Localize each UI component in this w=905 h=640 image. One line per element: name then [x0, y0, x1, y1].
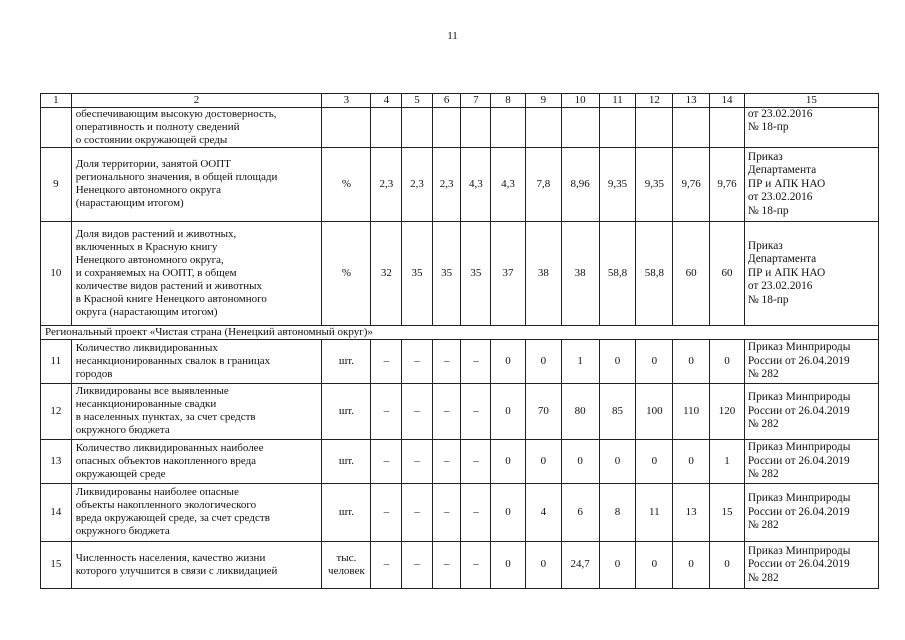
value-cell: – — [461, 483, 491, 541]
basis-document-line: № 282 — [747, 468, 779, 481]
indicator-name-line: опасных объектов накопленного вреда — [75, 454, 257, 467]
value-cell: 8 — [599, 483, 636, 541]
basis-document-line: от 23.02.2016 — [747, 108, 813, 120]
value-cell: – — [371, 439, 402, 483]
indicator-name — [71, 383, 322, 439]
value-cell — [561, 108, 599, 148]
indicator-name-line: оперативность и полноту сведений — [75, 120, 240, 133]
unit-cell: шт. — [322, 483, 371, 541]
indicator-name-line: обеспечивающим высокую достоверность, — [75, 108, 277, 120]
value-cell: 80 — [561, 383, 599, 439]
value-cell — [461, 108, 491, 148]
row-number: 15 — [41, 541, 72, 588]
value-cell: 38 — [561, 221, 599, 325]
value-cell: 0 — [673, 541, 710, 588]
value-cell: 0 — [599, 339, 636, 383]
value-cell: 0 — [673, 339, 710, 383]
basis-document-line: № 282 — [747, 519, 779, 532]
indicator-name — [71, 147, 322, 221]
column-number: 10 — [561, 94, 599, 108]
indicator-name-line: Ликвидированы все выявленные — [75, 385, 229, 398]
column-number: 9 — [525, 94, 561, 108]
indicator-name-line: окружного бюджета — [75, 525, 170, 538]
column-number: 11 — [599, 94, 636, 108]
basis-document-line: от 23.02.2016 — [747, 191, 813, 204]
basis-document-line: Приказ Минприроды — [747, 441, 851, 454]
value-cell: – — [371, 339, 402, 383]
value-cell: 0 — [636, 439, 673, 483]
value-cell — [525, 108, 561, 148]
value-cell — [491, 108, 526, 148]
basis-document-line: Приказ — [747, 150, 783, 163]
basis-document-line: № 18-пр — [747, 121, 789, 134]
column-number: 12 — [636, 94, 673, 108]
basis-document — [744, 383, 878, 439]
value-cell: 0 — [561, 439, 599, 483]
indicator-name-line: включенных в Красную книгу — [75, 240, 218, 253]
indicator-name — [71, 339, 322, 383]
indicator-name-line: несанкционированных свалок в границах — [75, 354, 271, 367]
value-cell: 70 — [525, 383, 561, 439]
value-cell: 0 — [525, 439, 561, 483]
value-cell: 85 — [599, 383, 636, 439]
basis-document — [744, 147, 878, 221]
value-cell: 100 — [636, 383, 673, 439]
value-cell — [371, 108, 402, 148]
unit-cell: шт. — [322, 439, 371, 483]
value-cell: 0 — [710, 339, 745, 383]
basis-document-line: России от 26.04.2019 — [747, 354, 850, 367]
value-cell: – — [402, 483, 433, 541]
value-cell: 60 — [673, 221, 710, 325]
value-cell: – — [432, 339, 461, 383]
value-cell: – — [461, 439, 491, 483]
table-row — [41, 221, 879, 325]
indicator-name-line: регионального значения, в общей площади — [75, 171, 278, 184]
value-cell: 35 — [432, 221, 461, 325]
basis-document-line: ПР и АПК НАО — [747, 177, 826, 190]
row-number — [41, 108, 72, 148]
basis-document-line: Приказ — [747, 239, 783, 252]
value-cell: 0 — [491, 483, 526, 541]
indicator-name-line: городов — [75, 367, 113, 380]
table-row — [41, 541, 879, 588]
value-cell: 38 — [525, 221, 561, 325]
value-cell: 0 — [636, 541, 673, 588]
value-cell: 24,7 — [561, 541, 599, 588]
basis-document — [744, 339, 878, 383]
indicator-name — [71, 439, 322, 483]
row-number: 12 — [41, 383, 72, 439]
indicator-name-line: объекты накопленного экологического — [75, 499, 257, 512]
value-cell: – — [371, 541, 402, 588]
value-cell: 0 — [525, 541, 561, 588]
indicator-name-line: вреда окружающей среде, за счет средств — [75, 512, 270, 525]
unit-cell: % — [322, 147, 371, 221]
value-cell — [673, 108, 710, 148]
value-cell: 4,3 — [491, 147, 526, 221]
unit-cell — [322, 108, 371, 148]
value-cell: 2,3 — [402, 147, 433, 221]
indicator-name-line: окружающей среде — [75, 467, 166, 480]
value-cell: 8,96 — [561, 147, 599, 221]
basis-document-line: № 18-пр — [747, 293, 789, 306]
basis-document — [744, 439, 878, 483]
unit-cell: % — [322, 221, 371, 325]
value-cell — [402, 108, 433, 148]
value-cell: – — [461, 339, 491, 383]
basis-document-line: России от 26.04.2019 — [747, 404, 850, 417]
unit-cell: шт. — [322, 339, 371, 383]
column-numbers-row — [41, 94, 879, 108]
value-cell: – — [432, 383, 461, 439]
basis-document-line: № 18-пр — [747, 204, 789, 217]
indicator-name-line: Ненецкого автономного округа, — [75, 253, 224, 266]
value-cell: – — [402, 439, 433, 483]
basis-document-line: России от 26.04.2019 — [747, 558, 850, 571]
basis-document-line: России от 26.04.2019 — [747, 454, 850, 467]
column-number: 3 — [322, 94, 371, 108]
indicator-name-line: Численность населения, качество жизни — [75, 551, 266, 564]
indicator-name — [71, 221, 322, 325]
value-cell: – — [432, 541, 461, 588]
column-number: 5 — [402, 94, 433, 108]
section-row — [41, 325, 879, 339]
unit-cell: тыс. человек — [322, 541, 371, 588]
table-row — [41, 108, 879, 148]
value-cell: – — [432, 439, 461, 483]
column-number: 4 — [371, 94, 402, 108]
value-cell: 0 — [599, 541, 636, 588]
value-cell: 13 — [673, 483, 710, 541]
value-cell: 9,35 — [599, 147, 636, 221]
row-number: 9 — [41, 147, 72, 221]
value-cell: 58,8 — [599, 221, 636, 325]
column-number: 15 — [744, 94, 878, 108]
value-cell: 6 — [561, 483, 599, 541]
basis-document — [744, 221, 878, 325]
indicator-name-line: несанкционированные свадки — [75, 398, 217, 411]
value-cell: 32 — [371, 221, 402, 325]
basis-document-line: России от 26.04.2019 — [747, 505, 850, 518]
column-number: 2 — [71, 94, 322, 108]
indicator-name-line: в населенных пунктах, за счет средств — [75, 411, 256, 424]
row-number: 10 — [41, 221, 72, 325]
value-cell — [636, 108, 673, 148]
basis-document-line: Департамента — [747, 253, 817, 266]
basis-document-line: Приказ Минприроды — [747, 391, 851, 404]
row-number: 13 — [41, 439, 72, 483]
basis-document — [744, 541, 878, 588]
basis-document-line: Приказ Минприроды — [747, 341, 851, 354]
value-cell: 7,8 — [525, 147, 561, 221]
column-number: 8 — [491, 94, 526, 108]
table-row — [41, 339, 879, 383]
value-cell: 35 — [461, 221, 491, 325]
value-cell: 4 — [525, 483, 561, 541]
value-cell: – — [432, 483, 461, 541]
value-cell: 0 — [491, 541, 526, 588]
value-cell — [710, 108, 745, 148]
value-cell: 2,3 — [371, 147, 402, 221]
value-cell — [599, 108, 636, 148]
table-row — [41, 439, 879, 483]
value-cell: 0 — [491, 339, 526, 383]
value-cell: 11 — [636, 483, 673, 541]
value-cell: 35 — [402, 221, 433, 325]
value-cell: – — [371, 383, 402, 439]
basis-document-line: ПР и АПК НАО — [747, 266, 826, 279]
value-cell: 0 — [525, 339, 561, 383]
row-number: 14 — [41, 483, 72, 541]
indicator-name — [71, 483, 322, 541]
value-cell: 0 — [599, 439, 636, 483]
table-row — [41, 383, 879, 439]
basis-document-line: Департамента — [747, 164, 817, 177]
indicator-name-line: Количество ликвидированных наиболее — [75, 441, 264, 454]
value-cell: 110 — [673, 383, 710, 439]
indicator-name-line: Доля территории, занятой ООПТ — [75, 158, 231, 171]
value-cell: 0 — [491, 439, 526, 483]
page-number: 11 — [447, 30, 458, 42]
indicator-name — [71, 108, 322, 148]
row-number: 11 — [41, 339, 72, 383]
basis-document — [744, 108, 878, 148]
value-cell: 1 — [710, 439, 745, 483]
value-cell — [432, 108, 461, 148]
basis-document-line: Приказ Минприроды — [747, 492, 851, 505]
value-cell: 9,76 — [673, 147, 710, 221]
basis-document-line: Приказ Минприроды — [747, 544, 851, 557]
indicator-name-line: округа (нарастающим итогом) — [75, 305, 218, 318]
value-cell: – — [402, 541, 433, 588]
table-row — [41, 147, 879, 221]
value-cell: 2,3 — [432, 147, 461, 221]
value-cell: 58,8 — [636, 221, 673, 325]
value-cell: 0 — [673, 439, 710, 483]
value-cell: – — [402, 339, 433, 383]
section-title: Региональный проект «Чистая страна (Ненецкий автономный округ)» — [41, 325, 879, 339]
column-number: 14 — [710, 94, 745, 108]
indicator-name-line: (нарастающим итогом) — [75, 197, 184, 210]
value-cell: 15 — [710, 483, 745, 541]
indicator-name-line: Ликвидированы наиболее опасные — [75, 486, 239, 499]
value-cell: – — [402, 383, 433, 439]
value-cell: 120 — [710, 383, 745, 439]
value-cell: – — [461, 541, 491, 588]
basis-document — [744, 483, 878, 541]
value-cell: 9,76 — [710, 147, 745, 221]
column-number: 7 — [461, 94, 491, 108]
value-cell: 9,35 — [636, 147, 673, 221]
value-cell: 4,3 — [461, 147, 491, 221]
column-number: 6 — [432, 94, 461, 108]
value-cell: 1 — [561, 339, 599, 383]
column-number: 13 — [673, 94, 710, 108]
basis-document-line: от 23.02.2016 — [747, 280, 813, 293]
table-row — [41, 483, 879, 541]
value-cell: 0 — [491, 383, 526, 439]
value-cell: 37 — [491, 221, 526, 325]
value-cell: 0 — [710, 541, 745, 588]
indicator-name-line: Доля видов растений и животных, — [75, 228, 237, 241]
indicator-name-line: и сохраняемых на ООПТ, в общем — [75, 266, 237, 279]
indicator-name-line: окружного бюджета — [75, 424, 170, 437]
indicator-name-line: количестве видов растений и животных — [75, 279, 263, 292]
indicators-table — [40, 93, 879, 589]
indicator-name-line: которого улучшится в связи с ликвидацией — [75, 564, 278, 577]
unit-cell: шт. — [322, 383, 371, 439]
value-cell: 60 — [710, 221, 745, 325]
value-cell: 0 — [636, 339, 673, 383]
basis-document-line: № 282 — [747, 368, 779, 381]
indicator-name-line: в Красной книге Ненецкого автономного — [75, 292, 267, 305]
basis-document-line: № 282 — [747, 418, 779, 431]
column-number: 1 — [41, 94, 72, 108]
indicator-name-line: о состоянии окружающей среды — [75, 133, 228, 146]
indicator-name-line: Ненецкого автономного округа — [75, 184, 222, 197]
basis-document-line: № 282 — [747, 571, 779, 584]
indicator-name-line: Количество ликвидированных — [75, 341, 218, 354]
value-cell: – — [371, 483, 402, 541]
value-cell: – — [461, 383, 491, 439]
indicator-name — [71, 541, 322, 588]
